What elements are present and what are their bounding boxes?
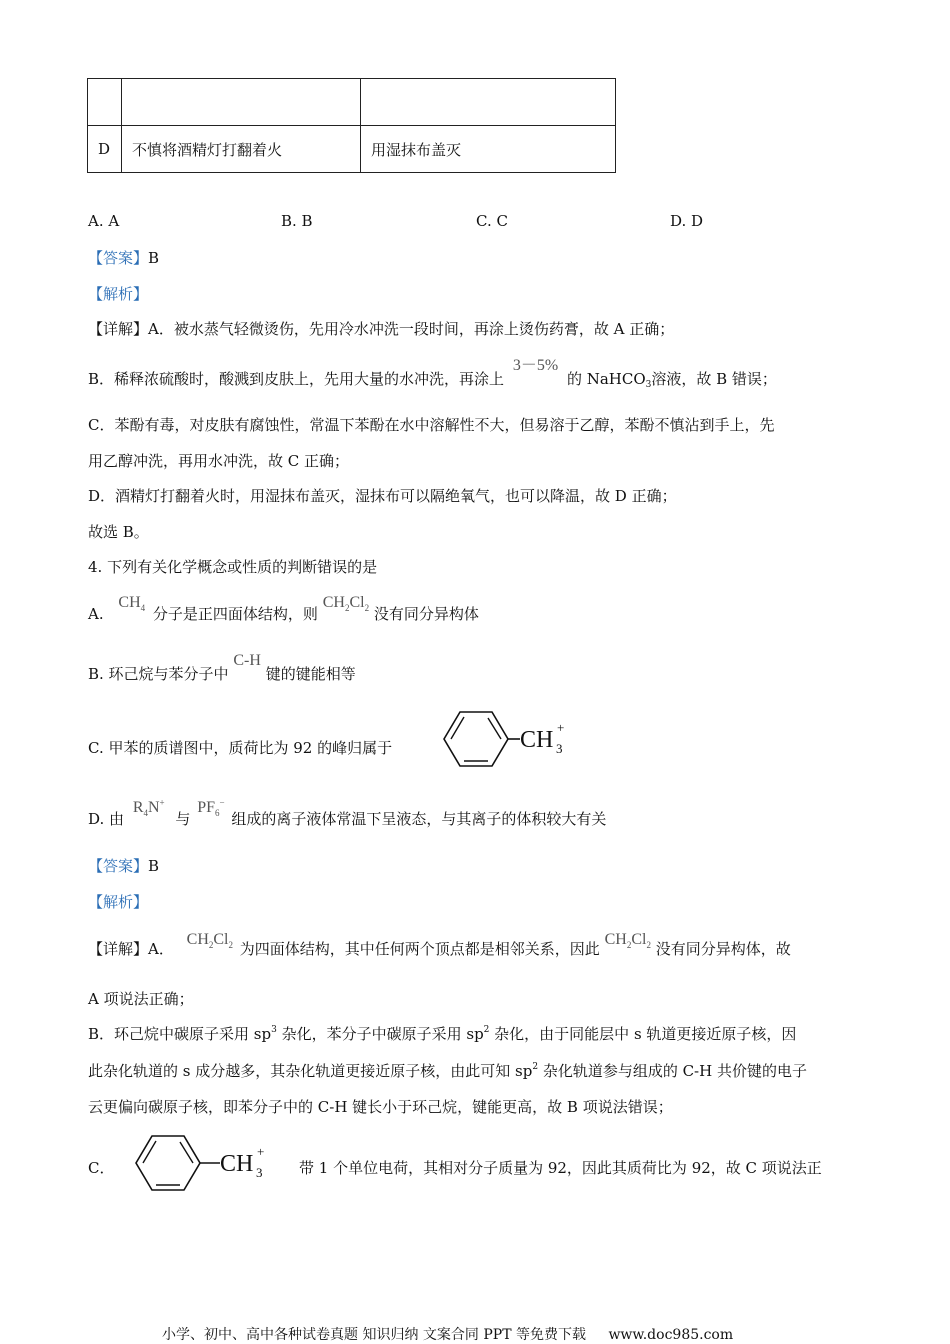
subscript: 3 [556,741,563,756]
table-cell-measure: 用湿抹布盖灭 [361,126,616,173]
q3-detail-d: D．酒精灯打翻着火时，用湿抹布盖灭，湿抹布可以隔绝氧气，也可以降温，故 D 正确； [88,487,677,505]
formula-text: Cl [213,931,229,948]
footer-url[interactable]: www.doc985.com [608,1327,734,1343]
table-row [88,79,616,126]
charge-sign: + [257,1144,265,1159]
q4-option-b [88,652,356,684]
superscript: 2 [483,1025,490,1035]
formula-text: Cl [349,594,365,611]
q4-answer [88,855,159,876]
option-text: 键的键能相等 [265,665,356,683]
q4-detail-c-text: 带 1 个单位电荷，其相对分子质量为 92，因此其质荷比为 92，故 C 项说法正 [299,1159,822,1177]
q3-detail-c1: C．苯酚有毒，对皮肤有腐蚀性，常温下苯酚在水中溶解性不大，但易溶于乙醇，苯酚不慎沾到手上，先 [88,416,775,434]
option-text: D. 由 [88,810,125,828]
ring-double-bond [451,717,464,739]
footer-text: 小学、初中、高中各种试卷真题 知识归纳 文案合同 PPT 等免费下载 [162,1327,586,1343]
q3-answer [88,247,159,268]
detail-text: 为四面体结构，其中任何两个顶点都是相邻关系，因此 [239,940,600,958]
q3-choice-a: A. A [88,212,120,230]
q4-stem: 4. 下列有关化学概念或性质的判断错误的是 [88,558,378,576]
table-cell-label: D [88,126,122,173]
table-cell-situation [122,79,361,126]
q3-detail-a [88,318,674,339]
option-text: 分子是正四面体结构，则 [152,605,318,623]
q4-option-c: C. 甲苯的质谱图中，质荷比为 92 的峰归属于 [88,739,393,757]
q4-detail-a [88,931,791,960]
subscript: 2 [344,603,350,614]
detail-text: 没有同分异构体，故 [655,940,791,958]
footer [162,1324,733,1344]
q3-choice-c: C. C [476,212,508,230]
formula-text: CH [186,931,209,948]
q4-option-d [88,797,607,830]
answer-value: B [148,249,160,267]
formula-text: CH [118,594,141,611]
q4-detail-a2: A 项说法正确； [88,990,194,1008]
charge-sign: + [557,720,565,735]
subscript: 2 [626,940,632,951]
detail-text: 溶液，故 B 错误； [651,370,777,388]
subscript: 2 [364,603,370,614]
benzyl-cation-structure-2 [128,1132,278,1192]
benzene-ring [136,1136,200,1190]
answer-value: B [148,857,160,875]
option-text: B. 环己烷与苯分子中 [88,665,229,683]
table-cell-label [88,79,122,126]
option-text: 没有同分异构体 [373,605,479,623]
superscript: − [219,797,225,808]
subscript: 4 [143,808,148,819]
formula-text: CH [322,594,345,611]
option-label: A. [88,605,104,623]
option-text: 组成的离子液体常温下呈液态，与其离子的体积较大有关 [231,810,607,828]
ring-double-bond [143,1141,156,1163]
q3-choice-b: B. B [281,212,313,230]
detail-text: 杂化轨道参与组成的 C-H 共价键的电子 [538,1062,807,1080]
table-row [88,126,616,173]
subscript: 6 [215,808,220,819]
formula-r4n [132,797,165,819]
superscript: 2 [532,1062,539,1072]
subscript: 2 [646,940,651,951]
detail-tag: 【详解】 [88,320,149,338]
methyl-label: CH [220,1151,254,1177]
detail-text: 此杂化轨道的 s 成分越多，其杂化轨道更接近原子核，由此可知 sp [88,1062,533,1080]
detail-text: A．被水蒸气轻微烫伤，先用冷水冲洗一段时间，再涂上烫伤药膏，故 A 正确； [148,320,675,338]
q3-analysis-tag: 【解析】 [88,285,149,303]
superscript: + [159,797,165,808]
options-table [87,78,616,173]
concentration-formula: 3－5% [512,357,559,374]
subscript: 3 [645,380,652,390]
formula-text: Cl [631,931,647,948]
formula-text: PF [197,799,215,816]
option-text: 与 [175,810,191,828]
q3-detail-c2: 用乙醇冲洗，再用水冲洗，故 C 正确； [88,452,350,470]
q4-detail-b2 [88,1060,807,1081]
detail-text: 杂化，由于同能层中 s 轨道更接近原子核，因 [489,1025,797,1043]
answer-tag: 【答案】 [88,857,149,875]
subscript: 4 [140,603,146,614]
table-cell-situation: 不慎将酒精灯打翻着火 [122,126,361,173]
q4-detail-b3: 云更偏向碳原子核，即苯分子中的 C-H 键长小于环己烷，键能更高，故 B 项说法错误； [88,1098,673,1116]
detail-text: 杂化，苯分子中碳原子采用 sp [276,1025,484,1043]
formula-ch2cl2 [604,931,651,951]
formula-pf6 [197,797,225,819]
q3-detail-b [88,357,777,390]
detail-text: B．稀释浓硫酸时，酸溅到皮肤上，先用大量的水冲洗，再涂上 [88,370,505,388]
formula-ch2cl2 [186,931,233,951]
subscript: 2 [208,940,214,951]
detail-text: B．环己烷中碳原子采用 sp [88,1025,272,1043]
q4-analysis-tag: 【解析】 [88,893,149,911]
ring-double-bond [488,718,501,739]
detail-text: 的 NaHCO [566,370,646,388]
formula-ch-bond: C-H [233,652,261,669]
formula-text: CH [604,931,627,948]
formula-text: R [132,799,144,816]
formula-ch4 [118,594,146,614]
subscript: 2 [228,940,233,951]
formula-text: N [147,799,160,816]
methyl-label: CH [520,727,554,753]
answer-tag: 【答案】 [88,249,149,267]
benzyl-cation-structure-1 [430,708,580,768]
ring-double-bond [180,1142,193,1163]
formula-ch2cl2 [322,594,370,614]
table-cell-measure [361,79,616,126]
q3-choice-d: D. D [670,212,704,230]
q4-option-a [88,594,479,625]
benzene-ring [444,712,508,766]
q3-conclusion: 故选 B。 [88,523,149,541]
q4-detail-c-label: C． [88,1159,115,1177]
detail-text: A． [148,940,174,958]
subscript: 3 [256,1165,263,1180]
superscript: 3 [271,1025,277,1035]
q4-detail-b1 [88,1023,796,1044]
detail-tag: 【详解】 [88,940,149,958]
